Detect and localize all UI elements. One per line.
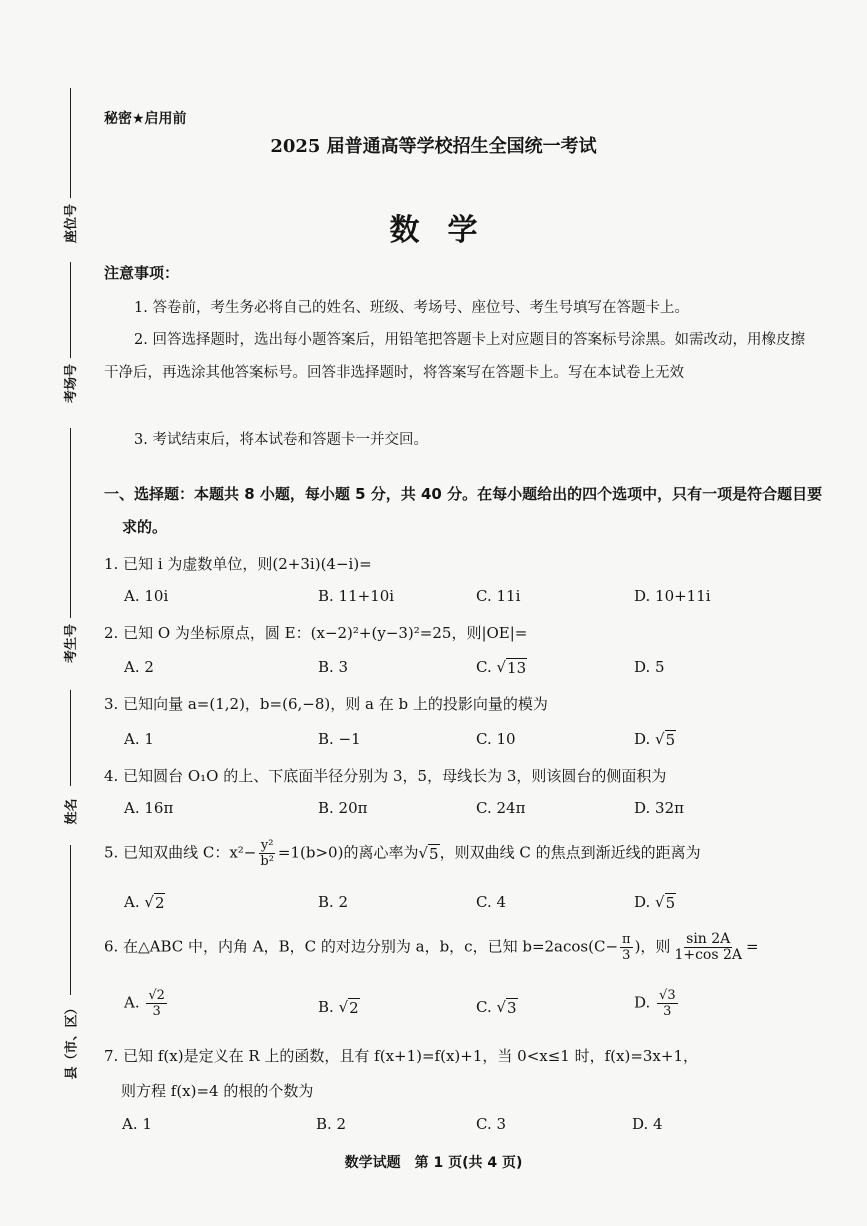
option-prefix: A. [124, 993, 145, 1012]
question-2-option-c [476, 658, 527, 677]
question-2-option-b: B. 3 [318, 658, 349, 676]
option-prefix: C. [476, 998, 497, 1016]
notice-item-3: 3. 考试结束后，将本试卷和答题卡一并交回。 [134, 432, 428, 448]
question-2-stem: 2. 已知 O 为坐标原点，圆 E：(x−2)²+(y−3)²=25，则|OE|= [104, 624, 528, 642]
notice-item-1: 1. 答卷前，考生务必将自己的姓名、班级、考场号、座位号、考生号填写在答题卡上。 [134, 300, 689, 316]
question-7-option-d: D. 4 [632, 1115, 663, 1133]
sqrt-symbol: √ 2 [338, 998, 359, 1017]
radicand: 2 [349, 999, 359, 1017]
denominator: 1+cos 2A [674, 947, 742, 963]
question-1-stem: 1. 已知 i 为虚数单位，则(2+3i)(4−i)= [104, 555, 372, 573]
name-label: 姓名 [64, 798, 80, 825]
seat-number-label: 座位号 [64, 203, 80, 244]
question-4-option-a: A. 16π [124, 799, 174, 817]
numerator: sin 2A [686, 931, 731, 947]
numerator: y² [260, 838, 274, 853]
option-prefix: B. [318, 998, 339, 1016]
sqrt-symbol: √ 5 [418, 843, 439, 863]
question-3-option-d [634, 730, 676, 749]
radicand: 5 [665, 894, 676, 912]
notice-heading: 注意事项： [104, 264, 180, 282]
question-2-option-a: A. 2 [124, 658, 154, 676]
question-3-option-c: C. 10 [476, 730, 516, 748]
radicand: 5 [665, 731, 676, 749]
sqrt-symbol: √ 5 [655, 893, 676, 912]
fraction [657, 988, 678, 1019]
denominator: 3 [622, 948, 631, 963]
fraction [620, 932, 633, 963]
confidential-mark: 秘密★启用前 [104, 111, 187, 127]
question-3-option-a: A. 1 [124, 730, 154, 748]
radicand: 2 [154, 894, 165, 912]
numerator: √2 [148, 988, 165, 1003]
section-heading: 一、选择题：本题共 8 小题，每小题 5 分，共 40 分。在每小题给出的四个选项中，只有一项是符合题目要求的。 [104, 485, 823, 536]
stem-text: )，则 [634, 937, 671, 956]
question-5-option-d [634, 893, 676, 912]
page-footer: 数学试题 第 1 页(共 4 页) [344, 1155, 523, 1171]
question-6-option-c [476, 998, 518, 1017]
question-1-option-a: A. 10i [124, 587, 169, 605]
question-3-stem: 3. 已知向量 a=(1,2)，b=(6,−8)，则 a 在 b 上的投影向量的模为 [104, 695, 548, 713]
sqrt-symbol: √ 5 [655, 730, 676, 749]
stem-text: =1(b>0)的离心率为 [277, 843, 419, 862]
question-7-option-a: A. 1 [122, 1115, 152, 1133]
stem-text: 5. 已知双曲线 C：x²− [104, 843, 257, 862]
margin-line [70, 690, 71, 786]
denominator: 3 [663, 1004, 672, 1019]
question-1-option-c: C. 11i [476, 587, 521, 605]
fraction [258, 838, 276, 869]
radicand: 13 [507, 659, 527, 677]
question-5-option-a [124, 893, 165, 912]
option-prefix: D. [634, 730, 656, 748]
radicand: 3 [507, 999, 517, 1017]
margin-line [70, 262, 71, 358]
stem-text: ，则双曲线 C 的焦点到渐近线的距离为 [439, 843, 701, 862]
subject-title: 数学 [389, 213, 506, 248]
exam-title: 2025 届普通高等学校招生全国统一考试 [270, 136, 597, 157]
question-4-option-b: B. 20π [318, 799, 368, 817]
name-field [44, 690, 96, 837]
radicand: 5 [429, 844, 439, 863]
numerator: √3 [659, 988, 676, 1003]
exam-room-label: 考场号 [64, 363, 80, 404]
numerator: π [622, 932, 631, 947]
stem-text: 6. 在△ABC 中，内角 A，B，C 的对边分别为 a，b，c，已知 b=2acos(C− [104, 937, 619, 956]
exam-number-field [44, 428, 96, 669]
question-1-option-b: B. 11+10i [318, 587, 395, 605]
question-6-option-b [318, 998, 360, 1017]
sqrt-symbol: √ 2 [144, 893, 165, 912]
denominator: 3 [152, 1004, 161, 1019]
exam-room-field [44, 262, 96, 409]
question-5-option-c: C. 4 [476, 893, 507, 911]
option-prefix: D. [634, 993, 656, 1012]
question-7-option-b: B. 2 [316, 1115, 347, 1133]
question-6-option-d [634, 988, 680, 1019]
option-prefix: A. [124, 893, 145, 911]
option-prefix: D. [634, 893, 656, 911]
question-4-option-c: C. 24π [476, 799, 526, 817]
sqrt-symbol: √ 3 [496, 998, 517, 1017]
question-6-option-a [124, 988, 169, 1019]
question-1-option-d: D. 10+11i [634, 587, 711, 605]
question-5-stem [104, 838, 816, 869]
option-prefix: C. [476, 658, 497, 676]
question-3-option-b: B. −1 [318, 730, 361, 748]
denominator: b² [260, 854, 274, 869]
question-7-option-c: C. 3 [476, 1115, 507, 1133]
question-7-stem-line-2: 则方程 f(x)=4 的根的个数为 [121, 1082, 314, 1100]
fraction [146, 988, 167, 1019]
question-4-stem: 4. 已知圆台 O₁O 的上、下底面半径分别为 3，5，母线长为 3，则该圆台的侧面积为 [104, 767, 667, 785]
question-6-stem [104, 932, 816, 963]
notice-item-2: 2. 回答选择题时，选出每小题答案后，用铅笔把答题卡上对应题目的答案标号涂黑。如需改动，用橡皮擦干净后，再选涂其他答案标号。回答非选择题时，将答案写在答题卡上。写在本试卷上无效 [104, 332, 805, 381]
margin-line [70, 845, 71, 995]
stem-text: = [746, 937, 759, 956]
margin-line [70, 428, 71, 618]
question-4-option-d: D. 32π [634, 799, 684, 817]
county-label: 县（市、区） [64, 1001, 80, 1080]
sqrt-symbol: √ 13 [496, 658, 527, 677]
question-7-stem-line-1: 7. 已知 f(x)是定义在 R 上的函数，且有 f(x+1)=f(x)+1，当 0<x≤1 时，f(x)=3x+1， [104, 1047, 699, 1065]
question-2-option-d: D. 5 [634, 658, 665, 676]
fraction [672, 932, 744, 963]
county-field [44, 845, 96, 1080]
exam-number-label: 考生号 [64, 623, 80, 664]
question-5-option-b: B. 2 [318, 893, 349, 911]
